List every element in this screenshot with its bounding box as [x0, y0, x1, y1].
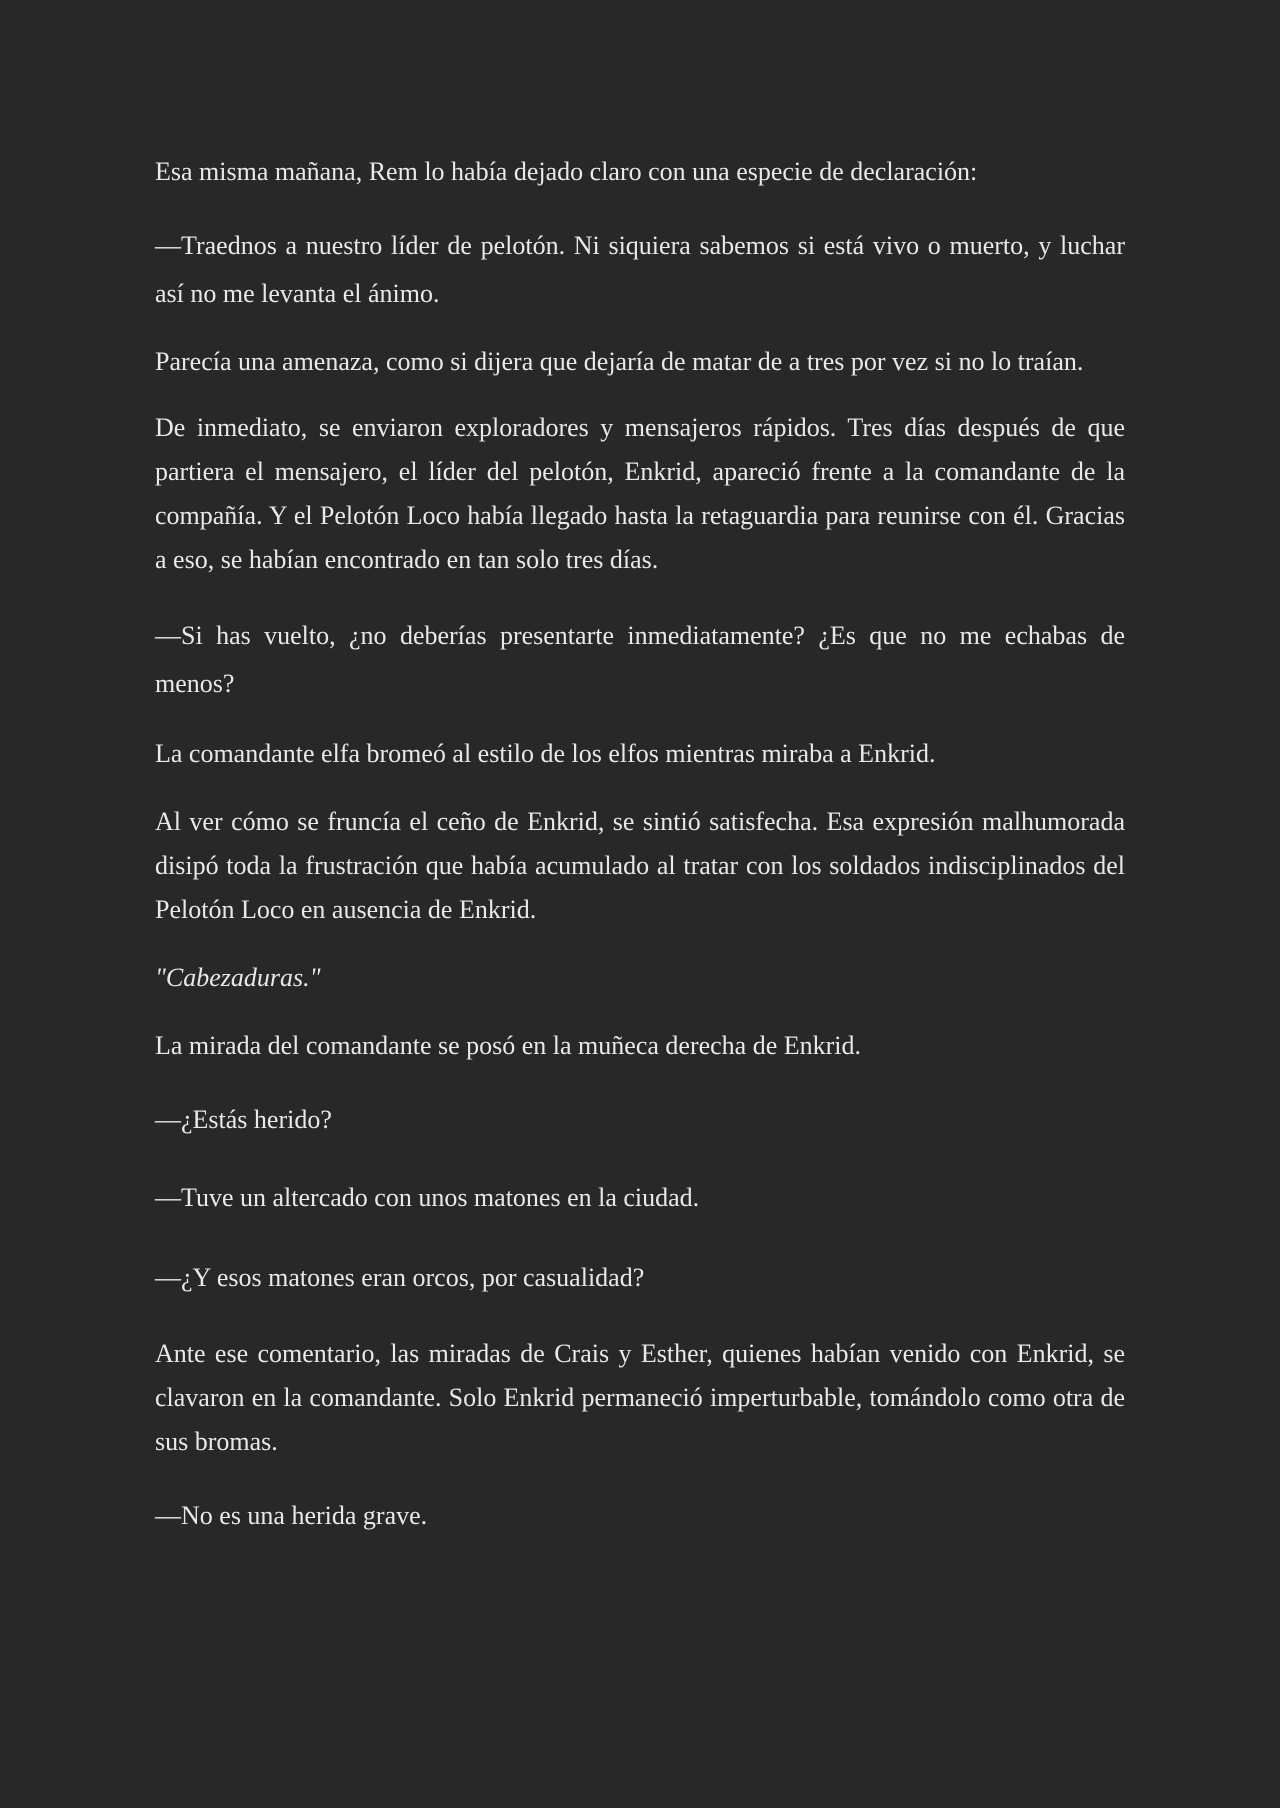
- paragraph-narration: La comandante elfa bromeó al estilo de los elfos mientras miraba a Enkrid.: [155, 739, 936, 768]
- paragraph-narration: Parecía una amenaza, como si dijera que dejaría de matar de a tres por vez si no lo traían.: [155, 347, 1084, 376]
- paragraph-dialogue: —No es una herida grave.: [155, 1501, 428, 1530]
- paragraph-dialogue: —Tuve un altercado con unos matones en la ciudad.: [155, 1183, 700, 1212]
- paragraph-narration: Al ver cómo se fruncía el ceño de Enkrid, se sintió satisfecha. Esa expresión malhumorada disipó toda la frustración que había acumulado al tratar con los soldados indisciplinados del Pelotón Loco en ausencia de Enkrid.: [155, 807, 1125, 924]
- paragraph-thought: "Cabezaduras.": [155, 963, 321, 992]
- paragraph-narration: La mirada del comandante se posó en la muñeca derecha de Enkrid.: [155, 1031, 862, 1060]
- paragraph-narration: Esa misma mañana, Rem lo había dejado claro con una especie de declaración:: [155, 157, 978, 186]
- paragraph-narration: Ante ese comentario, las miradas de Crais y Esther, quienes habían venido con Enkrid, se clavaron en la comandante. Solo Enkrid permaneció imperturbable, tomándolo como otra de sus bromas.: [155, 1339, 1125, 1456]
- paragraph-dialogue: —¿Y esos matones eran orcos, por casualidad?: [155, 1263, 645, 1292]
- paragraph-dialogue: —¿Estás herido?: [155, 1105, 332, 1134]
- paragraph-dialogue: —Si has vuelto, ¿no deberías presentarte inmediatamente? ¿Es que no me echabas de menos?: [155, 621, 1125, 698]
- paragraph-narration: De inmediato, se enviaron exploradores y mensajeros rápidos. Tres días después de que partiera el mensajero, el líder del pelotón, Enkrid, apareció frente a la comandante de la compañía. Y el Pelotón Loco había llegado hasta la retaguardia para reunirse con él. Gracias a eso, se habían encontrado en tan solo tres días.: [155, 413, 1125, 574]
- paragraph-dialogue: —Traednos a nuestro líder de pelotón. Ni siquiera sabemos si está vivo o muerto, y luchar así no me levanta el ánimo.: [155, 231, 1125, 308]
